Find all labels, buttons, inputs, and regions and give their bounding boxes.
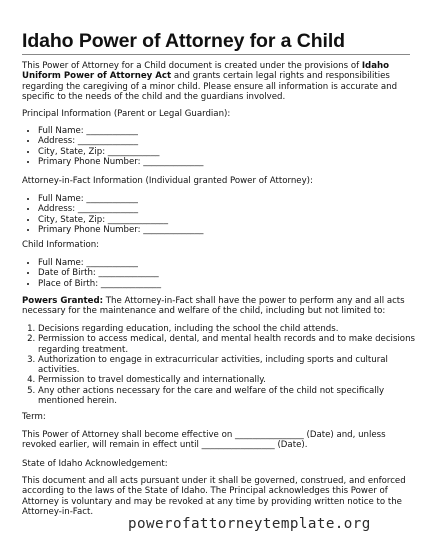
list-item: 2. Permission to access medical, dental, and mental health records and to make decisions regarding treatment. <box>38 334 423 355</box>
act-name: Idaho Uniform Power of Attorney Act <box>22 61 390 82</box>
title-divider <box>22 54 410 55</box>
attorney-list <box>22 194 423 235</box>
term-heading: Term: <box>22 412 46 422</box>
list-item: 4. Permission to travel domestically and internationally. <box>38 375 423 385</box>
list-item: • Place of Birth: ______________ <box>38 279 423 289</box>
ack-heading: State of Idaho Acknowledgement: <box>22 459 168 469</box>
powers-paragraph <box>22 296 410 317</box>
intro-paragraph <box>22 61 410 102</box>
document-title: Idaho Power of Attorney for a Child <box>22 30 345 52</box>
list-item: • Primary Phone Number: ______________ <box>38 225 423 235</box>
child-heading: Child Information: <box>22 240 100 250</box>
term-text: This Power of Attorney shall become effective on ________________ (Date) and, unless revoked earlier, will remain in effect until _________________ (Date). <box>22 430 386 451</box>
powers-label: Powers Granted: <box>22 296 104 306</box>
list-item: 1. Decisions regarding education, including the school the child attends. <box>38 324 423 334</box>
list-item: • Full Name: ____________ <box>38 194 423 204</box>
powers-text: The Attorney-in-Fact shall have the power to perform any and all acts necessary for the maintenance and welfare of the child, including but not limited to: <box>22 296 405 317</box>
list-item: • Address: ______________ <box>38 204 423 214</box>
powers-list <box>22 324 423 406</box>
list-item: 5. Any other actions necessary for the care and welfare of the child not specifically mentioned herein. <box>38 386 423 407</box>
ack-text: This document and all acts pursuant under it shall be governed, construed, and enforced according to the laws of the State of Idaho. The Principal acknowledges this Power of Attorney is voluntary and may be revoked at any time by providing written notice to the Attorney-in-Fact. <box>22 476 406 517</box>
intro-text-end: and grants certain legal rights and responsibilities regarding the caregiving of a minor child. Please ensure all information is accurate and specific to the needs of the child and the guardians involved. <box>22 71 398 102</box>
attorney-heading: Attorney-in-Fact Information (Individual granted Power of Attorney): <box>22 176 313 186</box>
list-item: • Primary Phone Number: ______________ <box>38 157 423 167</box>
list-item: • City, State, Zip: ______________ <box>38 215 423 225</box>
intro-text-start: This Power of Attorney for a Child document is created under the provisions of <box>22 61 362 71</box>
list-item: • Full Name: ____________ <box>38 126 423 136</box>
list-item: 3. Authorization to engage in extracurricular activities, including sports and cultural activities. <box>38 355 423 376</box>
principal-heading: Principal Information (Parent or Legal Guardian): <box>22 109 231 119</box>
list-item: • Date of Birth: ______________ <box>38 268 423 278</box>
list-item: • Full Name: ____________ <box>38 258 423 268</box>
child-list <box>22 258 423 289</box>
list-item: • City, State, Zip: ____________ <box>38 147 423 157</box>
watermark: powerofattorneytemplate.org <box>128 516 371 532</box>
list-item: • Address: ______________ <box>38 136 423 146</box>
principal-list <box>22 126 423 167</box>
